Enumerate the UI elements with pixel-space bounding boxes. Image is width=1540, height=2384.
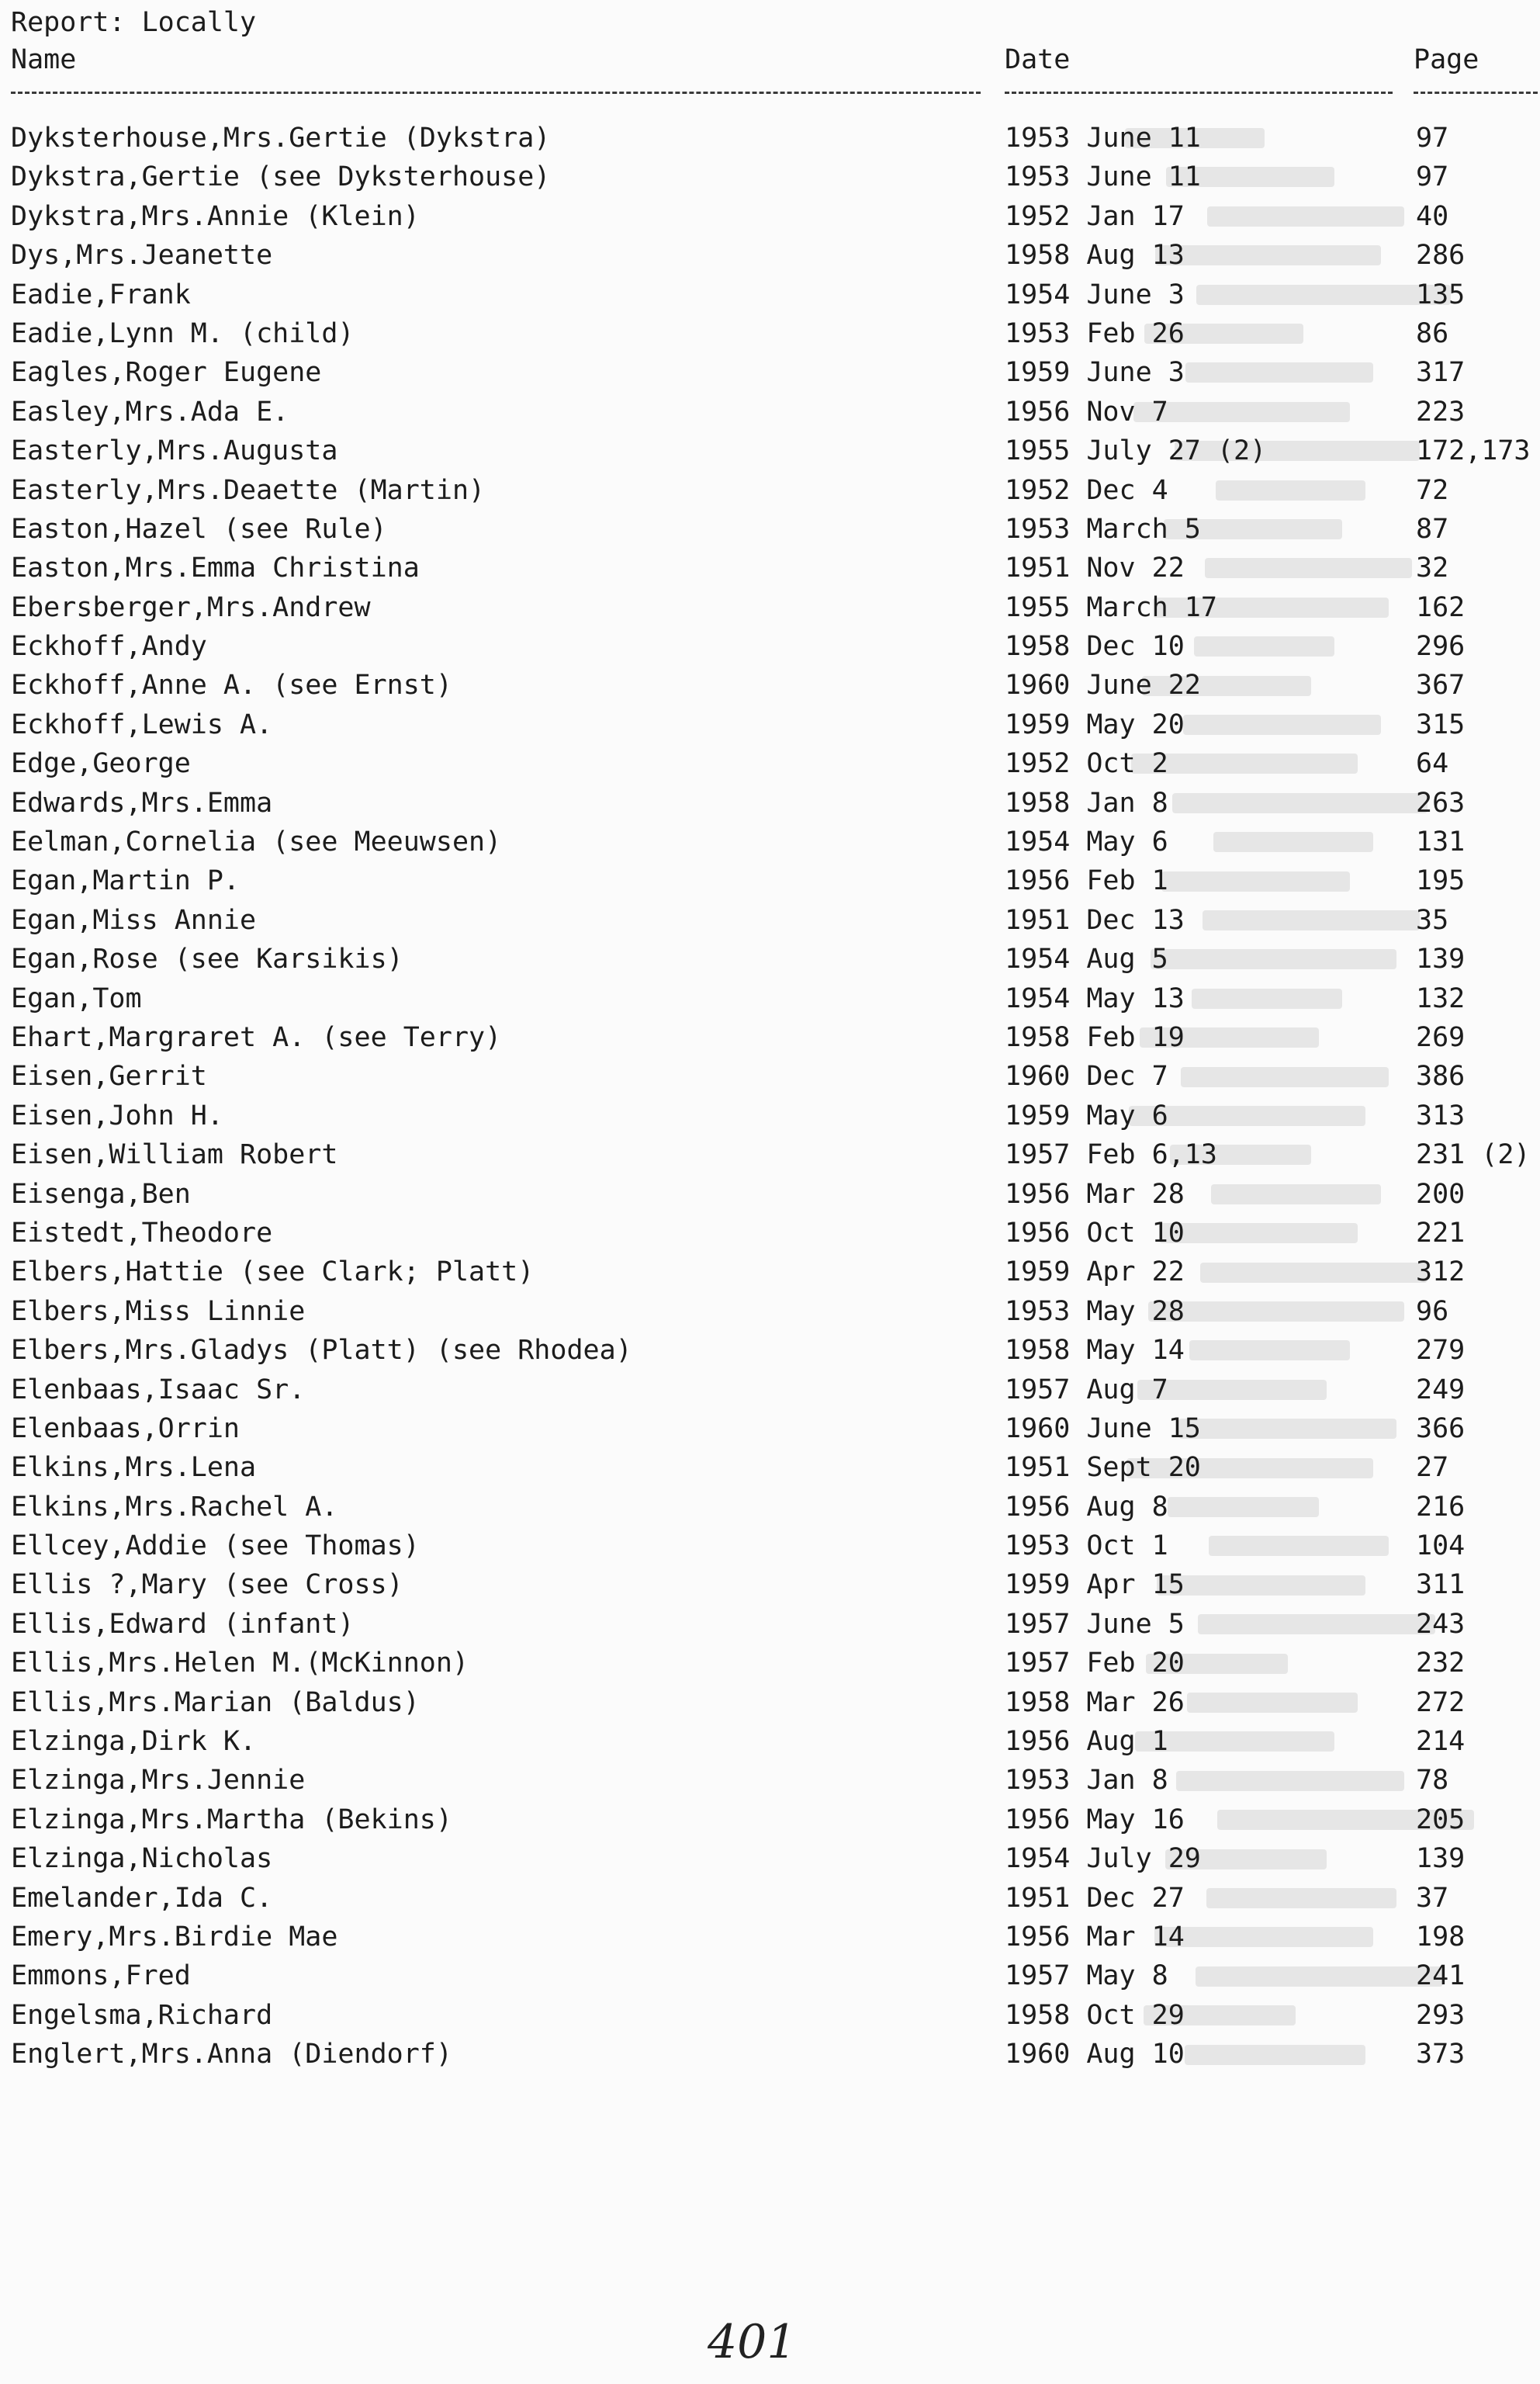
entry-date: 1958 Feb 19 — [1005, 1021, 1185, 1053]
entry-date: 1951 Nov 22 — [1005, 553, 1185, 584]
entry-name: Elzinga,Mrs.Martha (Bekins) — [11, 1804, 452, 1835]
list-item — [0, 236, 1540, 275]
list-item — [0, 275, 1540, 314]
entry-date: 1959 Apr 22 — [1005, 1256, 1185, 1288]
list-item — [0, 119, 1540, 158]
entry-page: 243 — [1416, 1608, 1466, 1640]
entry-date: 1960 Aug 10 — [1005, 2039, 1185, 2070]
entry-name: Ellis ?,Mary (see Cross) — [11, 1569, 403, 1601]
entry-page: 232 — [1416, 1648, 1466, 1679]
list-item — [0, 1879, 1540, 1918]
entry-date: 1951 Sept 20 — [1005, 1452, 1201, 1484]
entry-page: 272 — [1416, 1686, 1466, 1718]
list-item — [0, 901, 1540, 940]
entry-page: 162 — [1416, 591, 1466, 623]
entry-name: Emelander,Ida C. — [11, 1882, 273, 1914]
list-item — [0, 1996, 1540, 2035]
entry-date: 1953 Oct 1 — [1005, 1530, 1168, 1562]
entry-date: 1956 May 16 — [1005, 1804, 1185, 1835]
list-item — [0, 861, 1540, 900]
entry-date: 1958 Oct 29 — [1005, 1999, 1185, 2031]
entry-name: Eadie,Frank — [11, 279, 191, 310]
entry-date: 1951 Dec 27 — [1005, 1882, 1185, 1914]
list-item — [0, 1214, 1540, 1253]
list-item — [0, 1135, 1540, 1174]
report-title: Report: Locally — [11, 7, 257, 38]
entry-page: 223 — [1416, 396, 1466, 428]
list-item — [0, 823, 1540, 861]
entry-page: 315 — [1416, 709, 1466, 740]
entry-page: 312 — [1416, 1256, 1466, 1288]
entry-date: 1960 June 15 — [1005, 1412, 1201, 1444]
list-item — [0, 1370, 1540, 1409]
list-item — [0, 1448, 1540, 1487]
column-header-name: Name — [11, 44, 77, 75]
entry-name: Edge,George — [11, 748, 191, 780]
entry-date: 1956 Nov 7 — [1005, 396, 1168, 428]
entry-page: 172,173 — [1416, 435, 1531, 467]
entry-date: 1956 Aug 8 — [1005, 1491, 1168, 1523]
entry-name: Easley,Mrs.Ada E. — [11, 396, 289, 428]
entry-date: 1953 June 11 — [1005, 161, 1201, 193]
entry-name: Easton,Hazel (see Rule) — [11, 513, 387, 545]
entry-date: 1959 Apr 15 — [1005, 1569, 1185, 1601]
list-item — [0, 1918, 1540, 1956]
entry-name: Eagles,Roger Eugene — [11, 357, 322, 389]
entry-page: 241 — [1416, 1960, 1466, 1992]
entry-date: 1958 Aug 13 — [1005, 240, 1185, 272]
entry-page: 293 — [1416, 1999, 1466, 2031]
entry-name: Easterly,Mrs.Deaette (Martin) — [11, 474, 486, 506]
list-item — [0, 353, 1540, 392]
entry-name: Easton,Mrs.Emma Christina — [11, 553, 420, 584]
entry-name: Ellis,Mrs.Helen M.(McKinnon) — [11, 1648, 469, 1679]
entry-name: Ellis,Mrs.Marian (Baldus) — [11, 1686, 420, 1718]
list-item — [0, 1175, 1540, 1214]
entry-page: 37 — [1416, 1882, 1449, 1914]
entry-page: 221 — [1416, 1217, 1466, 1249]
entry-date: 1957 Feb 6,13 — [1005, 1139, 1217, 1171]
entry-page: 200 — [1416, 1178, 1466, 1210]
list-item — [0, 1605, 1540, 1644]
entry-page: 317 — [1416, 357, 1466, 389]
entry-date: 1956 Mar 28 — [1005, 1178, 1185, 1210]
entry-page: 296 — [1416, 631, 1466, 663]
entry-name: Elzinga,Nicholas — [11, 1843, 273, 1875]
entry-date: 1953 Feb 26 — [1005, 317, 1185, 349]
entry-name: Egan,Tom — [11, 982, 142, 1014]
entry-name: Eisen,Gerrit — [11, 1061, 207, 1093]
entry-name: Elkins,Mrs.Lena — [11, 1452, 257, 1484]
entry-name: Eelman,Cornelia (see Meeuwsen) — [11, 826, 502, 858]
entry-page: 214 — [1416, 1726, 1466, 1758]
list-item — [0, 1253, 1540, 1291]
entry-page: 78 — [1416, 1765, 1449, 1797]
list-item — [0, 1644, 1540, 1682]
entry-date: 1951 Dec 13 — [1005, 904, 1185, 936]
list-item — [0, 979, 1540, 1018]
list-item — [0, 588, 1540, 627]
list-item — [0, 314, 1540, 353]
entry-page: 279 — [1416, 1335, 1466, 1367]
entry-date: 1956 Aug 1 — [1005, 1726, 1168, 1758]
entry-page: 366 — [1416, 1412, 1466, 1444]
entry-name: Elbers,Mrs.Gladys (Platt) (see Rhodea) — [11, 1335, 632, 1367]
entry-page: 97 — [1416, 123, 1449, 154]
list-item — [0, 1292, 1540, 1331]
entry-date: 1959 May 6 — [1005, 1100, 1168, 1131]
entry-date: 1957 June 5 — [1005, 1608, 1185, 1640]
list-item — [0, 1800, 1540, 1839]
column-header-page: Page — [1414, 44, 1479, 75]
entry-name: Ebersberger,Mrs.Andrew — [11, 591, 371, 623]
entry-date: 1952 Dec 4 — [1005, 474, 1168, 506]
list-item — [0, 549, 1540, 587]
header-rule-name — [11, 92, 981, 94]
entry-name: Dykstra,Mrs.Annie (Klein) — [11, 200, 420, 232]
entry-date: 1959 May 20 — [1005, 709, 1185, 740]
entry-page: 131 — [1416, 826, 1466, 858]
entry-page: 198 — [1416, 1921, 1466, 1953]
list-item — [0, 1956, 1540, 1995]
list-item — [0, 1722, 1540, 1761]
list-item — [0, 1526, 1540, 1565]
entry-name: Elenbaas,Isaac Sr. — [11, 1374, 306, 1405]
entry-date: 1954 May 6 — [1005, 826, 1168, 858]
list-item — [0, 627, 1540, 666]
list-item — [0, 1565, 1540, 1604]
entry-page: 373 — [1416, 2039, 1466, 2070]
list-item — [0, 1761, 1540, 1800]
list-item — [0, 431, 1540, 470]
entry-date: 1954 July 29 — [1005, 1843, 1201, 1875]
entry-name: Eckhoff,Lewis A. — [11, 709, 273, 740]
list-item — [0, 1839, 1540, 1878]
entry-page: 139 — [1416, 1843, 1466, 1875]
entry-date: 1953 June 11 — [1005, 123, 1201, 154]
entry-page: 249 — [1416, 1374, 1466, 1405]
entry-date: 1957 Feb 20 — [1005, 1648, 1185, 1679]
entry-name: Eadie,Lynn M. (child) — [11, 317, 355, 349]
entry-name: Egan,Miss Annie — [11, 904, 257, 936]
entry-page: 132 — [1416, 982, 1466, 1014]
list-item — [0, 1409, 1540, 1448]
entry-date: 1960 June 22 — [1005, 670, 1201, 702]
entry-date: 1952 Oct 2 — [1005, 748, 1168, 780]
entry-name: Eisen,John H. — [11, 1100, 223, 1131]
entry-page: 313 — [1416, 1100, 1466, 1131]
entry-page: 263 — [1416, 787, 1466, 819]
entry-date: 1956 Feb 1 — [1005, 865, 1168, 897]
entry-name: Engelsma,Richard — [11, 1999, 273, 2031]
list-item — [0, 666, 1540, 705]
entry-page: 231 (2) — [1416, 1139, 1531, 1171]
list-item — [0, 1683, 1540, 1722]
entry-page: 64 — [1416, 748, 1449, 780]
entry-page: 216 — [1416, 1491, 1466, 1523]
entry-page: 96 — [1416, 1295, 1449, 1327]
entry-name: Ellis,Edward (infant) — [11, 1608, 355, 1640]
entry-page: 27 — [1416, 1452, 1449, 1484]
entry-date: 1956 Oct 10 — [1005, 1217, 1185, 1249]
list-item — [0, 940, 1540, 979]
list-item — [0, 2035, 1540, 2074]
entry-date: 1956 Mar 14 — [1005, 1921, 1185, 1953]
entry-date: 1958 Dec 10 — [1005, 631, 1185, 663]
entry-page: 205 — [1416, 1804, 1466, 1835]
entry-name: Elbers,Miss Linnie — [11, 1295, 306, 1327]
header-rule-date — [1005, 92, 1393, 94]
entry-page: 195 — [1416, 865, 1466, 897]
entry-name: Emmons,Fred — [11, 1960, 191, 1992]
entry-date: 1957 May 8 — [1005, 1960, 1168, 1992]
entry-name: Eistedt,Theodore — [11, 1217, 273, 1249]
entry-name: Eisenga,Ben — [11, 1178, 191, 1210]
entry-date: 1953 March 5 — [1005, 513, 1201, 545]
entry-page: 35 — [1416, 904, 1449, 936]
entry-date: 1958 Mar 26 — [1005, 1686, 1185, 1718]
entry-name: Dyksterhouse,Mrs.Gertie (Dykstra) — [11, 123, 551, 154]
entry-name: Eckhoff,Andy — [11, 631, 207, 663]
entry-date: 1958 May 14 — [1005, 1335, 1185, 1367]
list-item — [0, 1097, 1540, 1135]
entry-name: Emery,Mrs.Birdie Mae — [11, 1921, 338, 1953]
column-header-date: Date — [1005, 44, 1071, 75]
list-item — [0, 1018, 1540, 1057]
entry-page: 32 — [1416, 553, 1449, 584]
entry-name: Egan,Rose (see Karsikis) — [11, 944, 403, 975]
entry-date: 1959 June 3 — [1005, 357, 1185, 389]
list-item — [0, 705, 1540, 744]
entry-name: Egan,Martin P. — [11, 865, 241, 897]
entry-page: 40 — [1416, 200, 1449, 232]
entry-name: Eisen,William Robert — [11, 1139, 338, 1171]
entry-date: 1954 June 3 — [1005, 279, 1185, 310]
entry-name: Elenbaas,Orrin — [11, 1412, 241, 1444]
entry-name: Ellcey,Addie (see Thomas) — [11, 1530, 420, 1562]
entry-page: 97 — [1416, 161, 1449, 193]
entry-date: 1953 May 28 — [1005, 1295, 1185, 1327]
list-item — [0, 471, 1540, 510]
entry-name: Elzinga,Mrs.Jennie — [11, 1765, 306, 1797]
entry-name: Eckhoff,Anne A. (see Ernst) — [11, 670, 452, 702]
entry-page: 72 — [1416, 474, 1449, 506]
entry-name: Englert,Mrs.Anna (Diendorf) — [11, 2039, 452, 2070]
entry-page: 311 — [1416, 1569, 1466, 1601]
entry-page: 139 — [1416, 944, 1466, 975]
entry-list — [0, 119, 1540, 2074]
entry-name: Elkins,Mrs.Rachel A. — [11, 1491, 338, 1523]
entry-page: 87 — [1416, 513, 1449, 545]
list-item — [0, 158, 1540, 196]
entry-name: Dys,Mrs.Jeanette — [11, 240, 273, 272]
entry-date: 1957 Aug 7 — [1005, 1374, 1168, 1405]
entry-name: Dykstra,Gertie (see Dyksterhouse) — [11, 161, 551, 193]
entry-page: 286 — [1416, 240, 1466, 272]
list-item — [0, 393, 1540, 431]
entry-date: 1955 March 17 — [1005, 591, 1217, 623]
entry-name: Elzinga,Dirk K. — [11, 1726, 257, 1758]
entry-page: 135 — [1416, 279, 1466, 310]
entry-date: 1953 Jan 8 — [1005, 1765, 1168, 1797]
entry-date: 1958 Jan 8 — [1005, 787, 1168, 819]
entry-date: 1952 Jan 17 — [1005, 200, 1185, 232]
entry-page: 269 — [1416, 1021, 1466, 1053]
handwritten-page-number: 401 — [708, 2315, 797, 2369]
list-item — [0, 784, 1540, 823]
entry-page: 386 — [1416, 1061, 1466, 1093]
list-item — [0, 744, 1540, 783]
entry-page: 367 — [1416, 670, 1466, 702]
list-item — [0, 1488, 1540, 1526]
entry-page: 104 — [1416, 1530, 1466, 1562]
list-item — [0, 510, 1540, 549]
list-item — [0, 1057, 1540, 1096]
entry-name: Elbers,Hattie (see Clark; Platt) — [11, 1256, 535, 1288]
entry-date: 1960 Dec 7 — [1005, 1061, 1168, 1093]
entry-date: 1955 July 27 (2) — [1005, 435, 1267, 467]
entry-name: Edwards,Mrs.Emma — [11, 787, 273, 819]
list-item — [0, 197, 1540, 236]
entry-name: Easterly,Mrs.Augusta — [11, 435, 338, 467]
entry-date: 1954 Aug 5 — [1005, 944, 1168, 975]
entry-page: 86 — [1416, 317, 1449, 349]
entry-name: Ehart,Margraret A. (see Terry) — [11, 1021, 502, 1053]
entry-date: 1954 May 13 — [1005, 982, 1185, 1014]
header-rule-page — [1414, 92, 1538, 94]
list-item — [0, 1331, 1540, 1370]
